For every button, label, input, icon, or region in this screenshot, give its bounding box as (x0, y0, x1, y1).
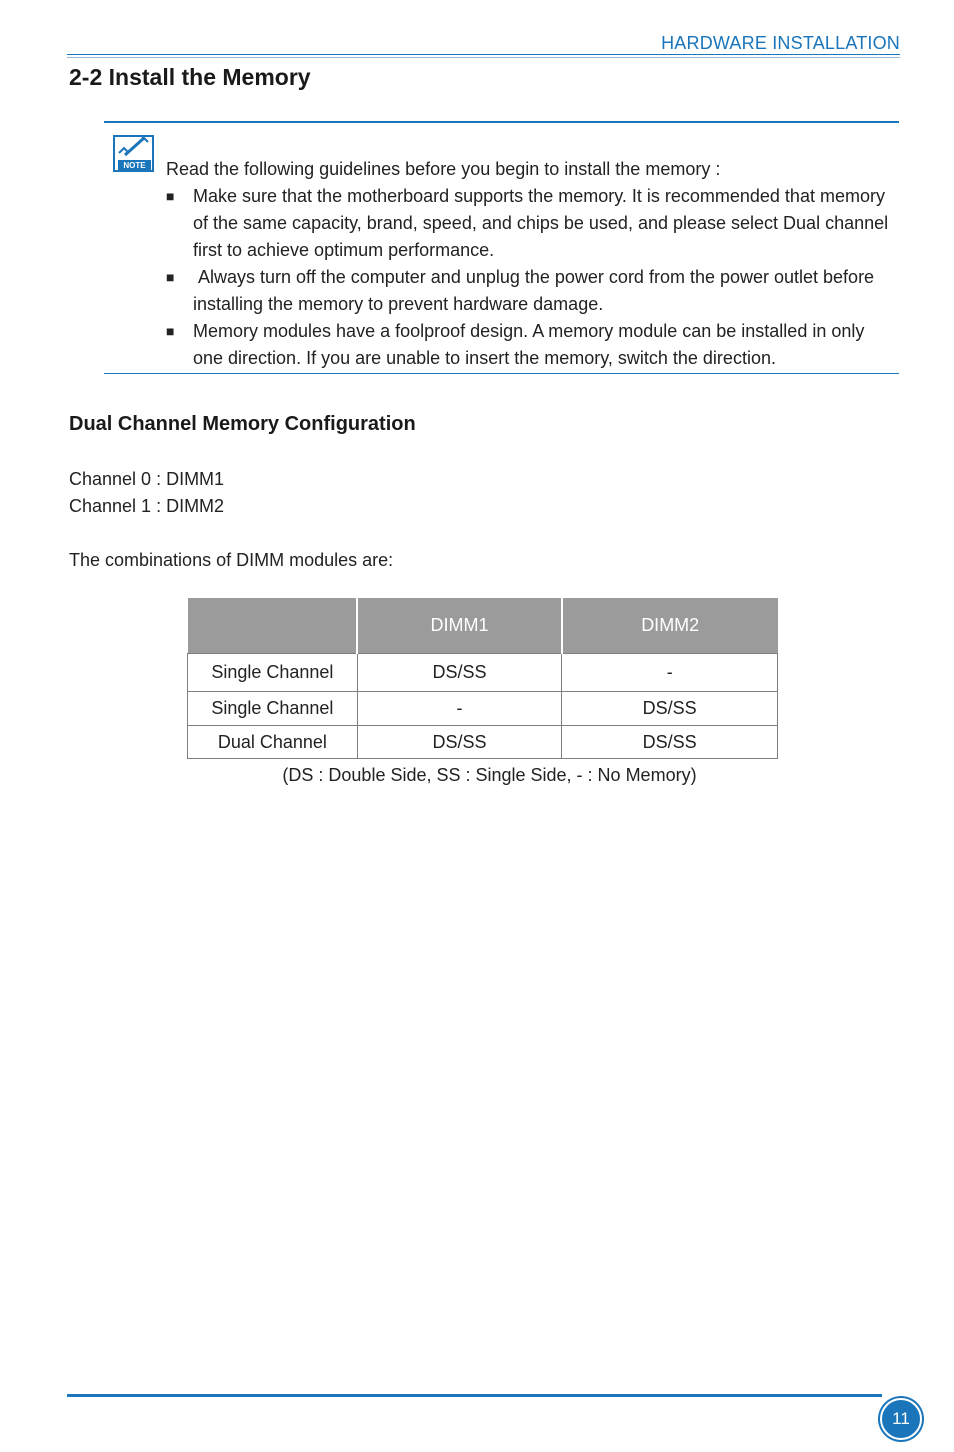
bullet-icon: ■ (166, 269, 175, 285)
list-item (166, 183, 891, 264)
note-bullet-text: Make sure that the motherboard supports the memory. It is recommended that memory of the same capacity, brand, speed, and chips be used, and please select Dual channel first to achieve optimum performance. (193, 186, 889, 260)
channel-0-line: Channel 0 : DIMM1 (69, 469, 225, 489)
bullet-icon: ■ (166, 323, 175, 339)
list-item (166, 264, 891, 318)
note-bullet-text: Memory modules have a foolproof design. A memory module can be installed in only one direction. If you are unable to insert the memory, switch the direction. (193, 321, 865, 368)
header-rule-secondary (67, 57, 900, 58)
table-cell: Dual Channel (188, 726, 358, 759)
table-row (188, 654, 778, 692)
footer-rule (67, 1394, 882, 1397)
note-box (104, 121, 899, 374)
note-bullet-text: Always turn off the computer and unplug the power cord from the power outlet before installing the memory to prevent hardware damage. (193, 267, 880, 314)
header-rule (67, 54, 900, 55)
page-number-badge: 11 (880, 1398, 922, 1440)
channel-1-line: Channel 1 : DIMM2 (69, 496, 225, 516)
list-item (166, 318, 891, 372)
table-header-cell: DIMM2 (562, 598, 778, 654)
table-cell: DS/SS (357, 654, 562, 692)
table-caption: (DS : Double Side, SS : Single Side, - : No Memory) (282, 765, 697, 785)
table-cell: Single Channel (188, 654, 358, 692)
note-list (166, 183, 891, 372)
dimm-combination-table (187, 598, 778, 759)
section-title: 2-2 Install the Memory (69, 64, 311, 90)
table-row (188, 692, 778, 726)
combinations-text: The combinations of DIMM modules are: (69, 550, 394, 570)
table-header-row (188, 598, 778, 654)
table-cell: Single Channel (188, 692, 358, 726)
table-row (188, 726, 778, 759)
dual-channel-heading: Dual Channel Memory Configuration (69, 413, 416, 435)
table-cell: DS/SS (357, 726, 562, 759)
header-label: HARDWARE INSTALLATION (661, 33, 900, 53)
note-icon (113, 133, 155, 173)
table-header-cell: DIMM1 (357, 598, 562, 654)
note-icon-label: NOTE (123, 161, 146, 170)
note-intro: Read the following guidelines before you begin to install the memory : (166, 159, 721, 179)
table-cell: DS/SS (562, 692, 778, 726)
table-cell: - (562, 654, 778, 692)
table-header-cell (188, 598, 358, 654)
table-cell: - (357, 692, 562, 726)
bullet-icon: ■ (166, 188, 175, 204)
table-cell: DS/SS (562, 726, 778, 759)
